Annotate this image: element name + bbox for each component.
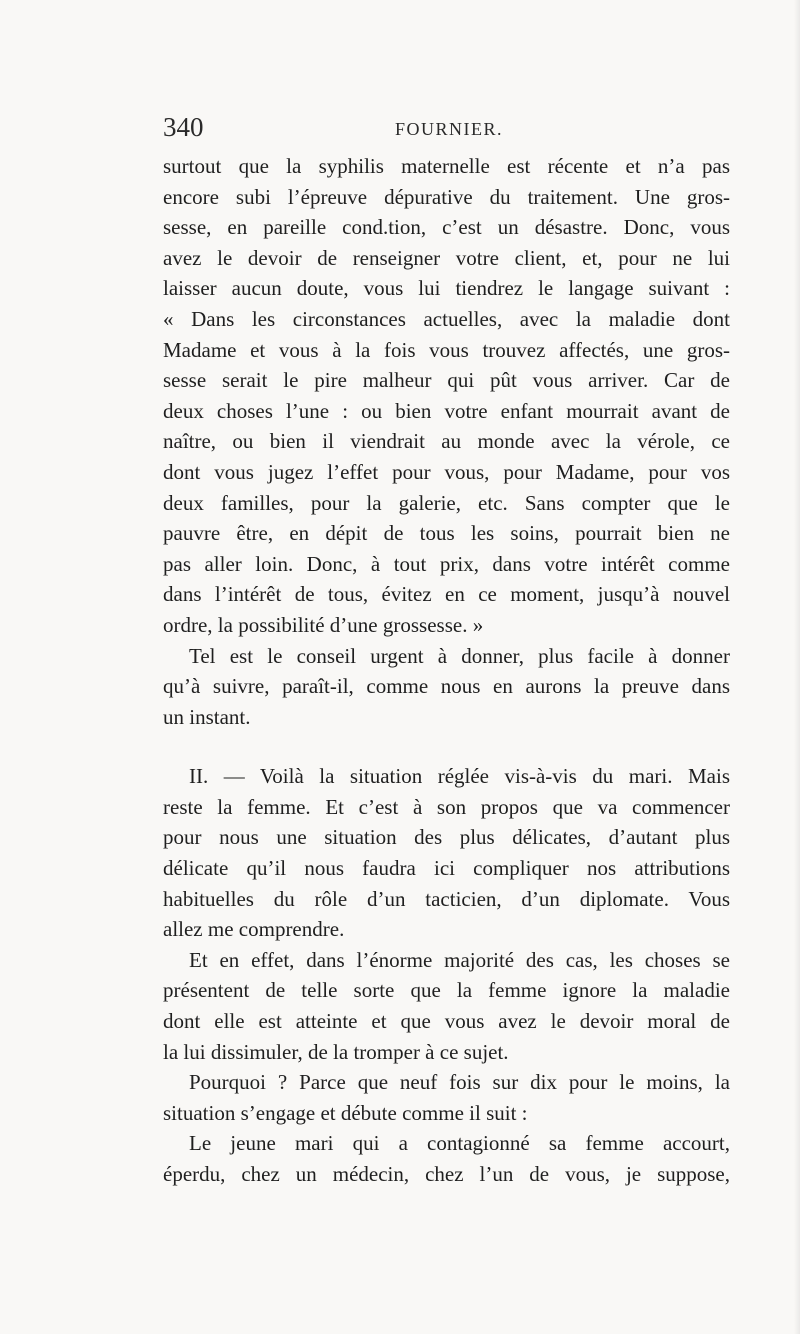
text-line: allez me comprendre.	[163, 917, 345, 942]
text-line: surtout que la syphilis maternelle est récente et n’a pas	[163, 154, 730, 178]
text-line: Pourquoi ? Parce que neuf fois sur dix pour le moins, la	[189, 1070, 730, 1095]
text-line: situation s’engage et débute comme il suit :	[163, 1100, 528, 1125]
text-line: II. — Voilà la situation réglée vis-à-vis du mari. Mais	[189, 764, 730, 789]
text-line: un instant.	[163, 704, 251, 729]
text-line: Madame et vous à la fois vous trouvez affectés, une gros-	[163, 337, 730, 362]
text-line: encore subi l’épreuve dépurative du traitement. Une gros-	[163, 184, 730, 209]
text-line: ordre, la possibilité d’une grossesse. »	[163, 612, 484, 637]
text-line: pas aller loin. Donc, à tout prix, dans votre intérêt comme	[163, 551, 730, 576]
page-edge-shadow	[794, 0, 800, 1334]
text-line: avez le devoir de renseigner votre client, et, pour ne lui	[163, 245, 730, 270]
text-line: laisser aucun doute, vous lui tiendrez le langage suivant :	[163, 276, 730, 301]
text-line: dans l’intérêt de tous, évitez en ce moment, jusqu’à nouvel	[163, 582, 730, 607]
running-head-author: FOURNIER.	[395, 119, 504, 139]
text-line: Le jeune mari qui a contagionné sa femme accourt,	[189, 1131, 730, 1156]
text-line: dont elle est atteinte et que vous avez le devoir moral de	[163, 1009, 730, 1034]
page-number: 340	[163, 112, 204, 142]
text-line: sesse serait le pire malheur qui pût vous arriver. Car de	[163, 368, 730, 393]
text-line: sesse, en pareille cond.tion, c’est un désastre. Donc, vous	[163, 215, 730, 240]
text-line: deux choses l’une : ou bien votre enfant mourrait avant de	[163, 398, 730, 423]
text-line: naître, ou bien il viendrait au monde avec la vérole, ce	[163, 429, 730, 454]
text-line: « Dans les circonstances actuelles, avec la maladie dont	[163, 306, 730, 331]
text-line: pour nous une situation des plus délicates, d’autant plus	[163, 825, 730, 850]
text-line: délicate qu’il nous faudra ici compliquer nos attributions	[163, 856, 730, 881]
section-gap	[163, 732, 730, 761]
running-head	[163, 112, 730, 146]
body-text	[163, 151, 730, 1190]
text-line: présentent de telle sorte que la femme ignore la maladie	[163, 978, 730, 1003]
text-line: Tel est le conseil urgent à donner, plus facile à donner	[189, 643, 730, 668]
text-line: qu’à suivre, paraît-il, comme nous en aurons la preuve dans	[163, 674, 730, 699]
text-line: Et en effet, dans l’énorme majorité des cas, les choses se	[189, 947, 730, 972]
text-line: habituelles du rôle d’un tacticien, d’un diplomate. Vous	[163, 886, 730, 911]
text-line: reste la femme. Et c’est à son propos que va commencer	[163, 794, 730, 819]
text-line: éperdu, chez un médecin, chez l’un de vous, je suppose,	[163, 1162, 730, 1186]
text-line: dont vous jugez l’effet pour vous, pour Madame, pour vos	[163, 459, 730, 484]
text-line: deux familles, pour la galerie, etc. Sans compter que le	[163, 490, 730, 515]
text-line: pauvre être, en dépit de tous les soins, pourrait bien ne	[163, 521, 730, 546]
text-line: la lui dissimuler, de la tromper à ce sujet.	[163, 1039, 509, 1064]
